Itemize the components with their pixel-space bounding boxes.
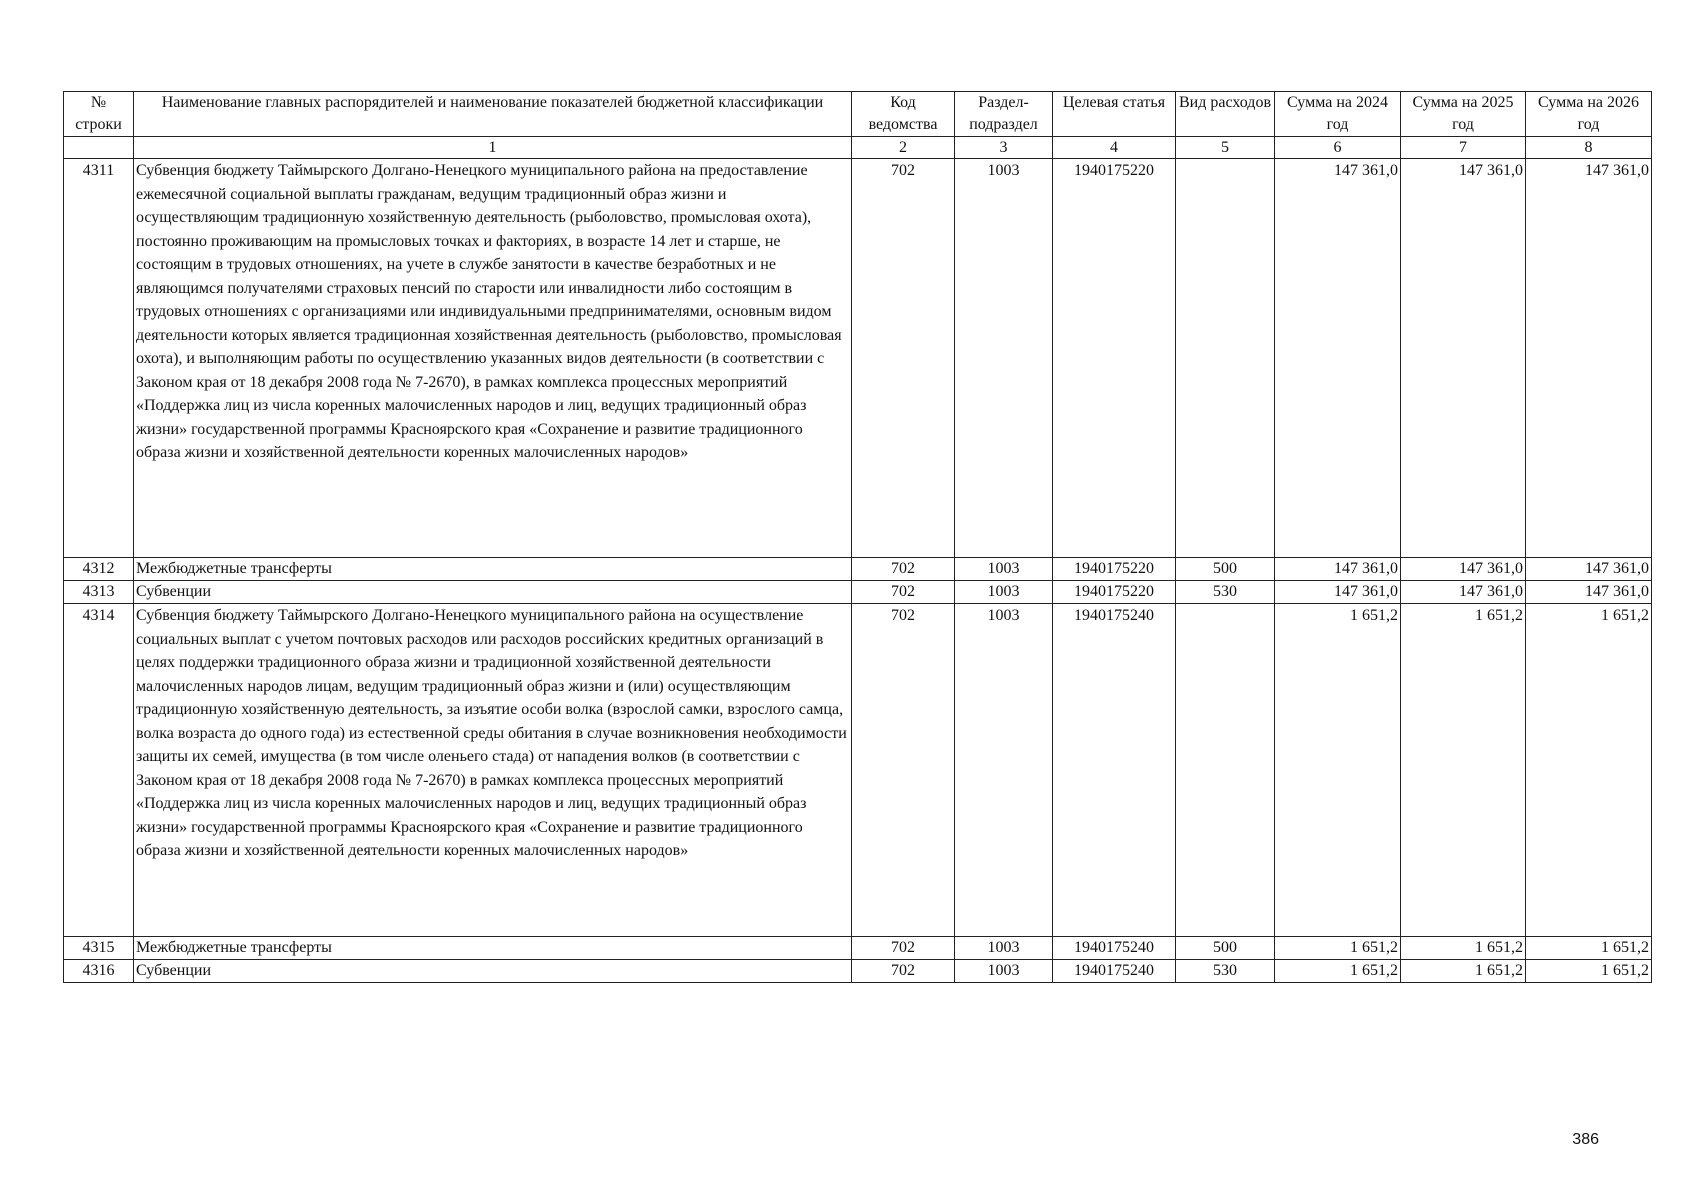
header-section: Раздел-подраздел <box>955 92 1053 137</box>
row-number: 4315 <box>64 937 134 960</box>
header-sum-2025: Сумма на 2025 год <box>1401 92 1526 137</box>
target-code: 1940175240 <box>1053 960 1176 983</box>
dept-code: 702 <box>852 159 955 558</box>
sum-2025: 147 361,0 <box>1401 558 1526 581</box>
section-code: 1003 <box>955 960 1053 983</box>
sum-2024: 1 651,2 <box>1275 960 1401 983</box>
column-number: 7 <box>1401 137 1526 159</box>
header-name: Наименование главных распорядителей и наименование показателей бюджетной классификации <box>134 92 852 137</box>
table-row <box>64 604 1652 937</box>
column-number: 6 <box>1275 137 1401 159</box>
section-code: 1003 <box>955 604 1053 937</box>
header-sum-2026: Сумма на 2026 год <box>1526 92 1652 137</box>
dept-code: 702 <box>852 558 955 581</box>
row-number: 4313 <box>64 581 134 604</box>
target-code: 1940175220 <box>1053 558 1176 581</box>
target-code: 1940175220 <box>1053 159 1176 558</box>
header-target: Целевая статья <box>1053 92 1176 137</box>
section-code: 1003 <box>955 558 1053 581</box>
table-row <box>64 558 1652 581</box>
target-code: 1940175240 <box>1053 937 1176 960</box>
column-number: 1 <box>134 137 852 159</box>
row-number: 4311 <box>64 159 134 558</box>
sum-2026: 147 361,0 <box>1526 159 1652 558</box>
expense-type: 530 <box>1176 960 1275 983</box>
expense-type: 500 <box>1176 558 1275 581</box>
dept-code: 702 <box>852 604 955 937</box>
table-row <box>64 937 1652 960</box>
expense-type <box>1176 604 1275 937</box>
column-number: 4 <box>1053 137 1176 159</box>
row-name: Межбюджетные трансферты <box>134 937 852 960</box>
table-row <box>64 581 1652 604</box>
column-number: 5 <box>1176 137 1275 159</box>
sum-2026: 147 361,0 <box>1526 581 1652 604</box>
column-number: 3 <box>955 137 1053 159</box>
dept-code: 702 <box>852 581 955 604</box>
row-name: Субвенции <box>134 960 852 983</box>
section-code: 1003 <box>955 159 1053 558</box>
sum-2026: 1 651,2 <box>1526 604 1652 937</box>
sum-2024: 147 361,0 <box>1275 558 1401 581</box>
target-code: 1940175240 <box>1053 604 1176 937</box>
table-row <box>64 960 1652 983</box>
dept-code: 702 <box>852 960 955 983</box>
budget-table <box>63 91 1652 983</box>
column-number-row <box>64 137 1652 159</box>
column-number <box>64 137 134 159</box>
header-sum-2024: Сумма на 2024 год <box>1275 92 1401 137</box>
sum-2024: 1 651,2 <box>1275 937 1401 960</box>
column-number: 8 <box>1526 137 1652 159</box>
page-number: 386 <box>1572 1131 1599 1148</box>
row-number: 4312 <box>64 558 134 581</box>
row-name: Межбюджетные трансферты <box>134 558 852 581</box>
sum-2025: 1 651,2 <box>1401 960 1526 983</box>
table-row <box>64 159 1652 558</box>
expense-type <box>1176 159 1275 558</box>
dept-code: 702 <box>852 937 955 960</box>
sum-2025: 147 361,0 <box>1401 581 1526 604</box>
expense-type: 500 <box>1176 937 1275 960</box>
sum-2024: 147 361,0 <box>1275 159 1401 558</box>
column-number: 2 <box>852 137 955 159</box>
row-number: 4314 <box>64 604 134 937</box>
target-code: 1940175220 <box>1053 581 1176 604</box>
sum-2025: 1 651,2 <box>1401 937 1526 960</box>
section-code: 1003 <box>955 581 1053 604</box>
expense-type: 530 <box>1176 581 1275 604</box>
sum-2024: 147 361,0 <box>1275 581 1401 604</box>
sum-2026: 1 651,2 <box>1526 960 1652 983</box>
sum-2025: 1 651,2 <box>1401 604 1526 937</box>
row-name: Субвенция бюджету Таймырского Долгано-Ненецкого муниципального района на осуществление социальных выплат с учетом почтовых расходов или расходов российских кредитных организаций в целях поддержки традиционного образа жизни и традиционной хозяйственной деятельности малочисленных народов лицам, ведущим традиционный образ жизни и (или) осуществляющим традиционную хозяйственную деятельность, за изъятие особи волка (взрослой самки, взрослого самца, волка возраста до одного года) из естественной среды обитания в случае возникновения необходимости защиты их семей, имущества (в том числе оленьего стада) от нападения волков (в соответствии с Законом края от 18 декабря 2008 года № 7-2670) в рамках комплекса процессных мероприятий «Поддержка лиц из числа коренных малочисленных народов и лиц, ведущих традиционный образ жизни» государственной программы Красноярского края «Сохранение и развитие традиционного образа жизни и хозяйственной деятельности коренных малочисленных народов» <box>134 604 852 937</box>
sum-2024: 1 651,2 <box>1275 604 1401 937</box>
section-code: 1003 <box>955 937 1053 960</box>
row-name: Субвенция бюджету Таймырского Долгано-Ненецкого муниципального района на предоставление ежемесячной социальной выплаты гражданам, ведущим традиционный образ жизни и осуществляющим традиционную хозяйственную деятельность (рыболовство, промысловая охота), постоянно проживающим на промысловых точках и факториях, в возрасте 14 лет и старше, не состоящим в трудовых отношениях, на учете в службе занятости в качестве безработных и не являющимся получателями страховых пенсий по старости или инвалидности либо состоящим в трудовых отношениях с организациями или индивидуальными предпринимателями, основным видом деятельности которых является традиционная хозяйственная деятельность (рыболовство, промысловая охота), и выполняющим работы по осуществлению указанных видов деятельности (в соответствии с Законом края от 18 декабря 2008 года № 7-2670), в рамках комплекса процессных мероприятий «Поддержка лиц из числа коренных малочисленных народов и лиц, ведущих традиционный образ жизни» государственной программы Красноярского края «Сохранение и развитие традиционного образа жизни и хозяйственной деятельности коренных малочисленных народов» <box>134 159 852 558</box>
sum-2025: 147 361,0 <box>1401 159 1526 558</box>
table-header-row <box>64 92 1652 137</box>
sum-2026: 1 651,2 <box>1526 937 1652 960</box>
sum-2026: 147 361,0 <box>1526 558 1652 581</box>
header-dept-code: Код ведомства <box>852 92 955 137</box>
header-expense-type: Вид расходов <box>1176 92 1275 137</box>
row-number: 4316 <box>64 960 134 983</box>
header-row-no: № строки <box>64 92 134 137</box>
row-name: Субвенции <box>134 581 852 604</box>
